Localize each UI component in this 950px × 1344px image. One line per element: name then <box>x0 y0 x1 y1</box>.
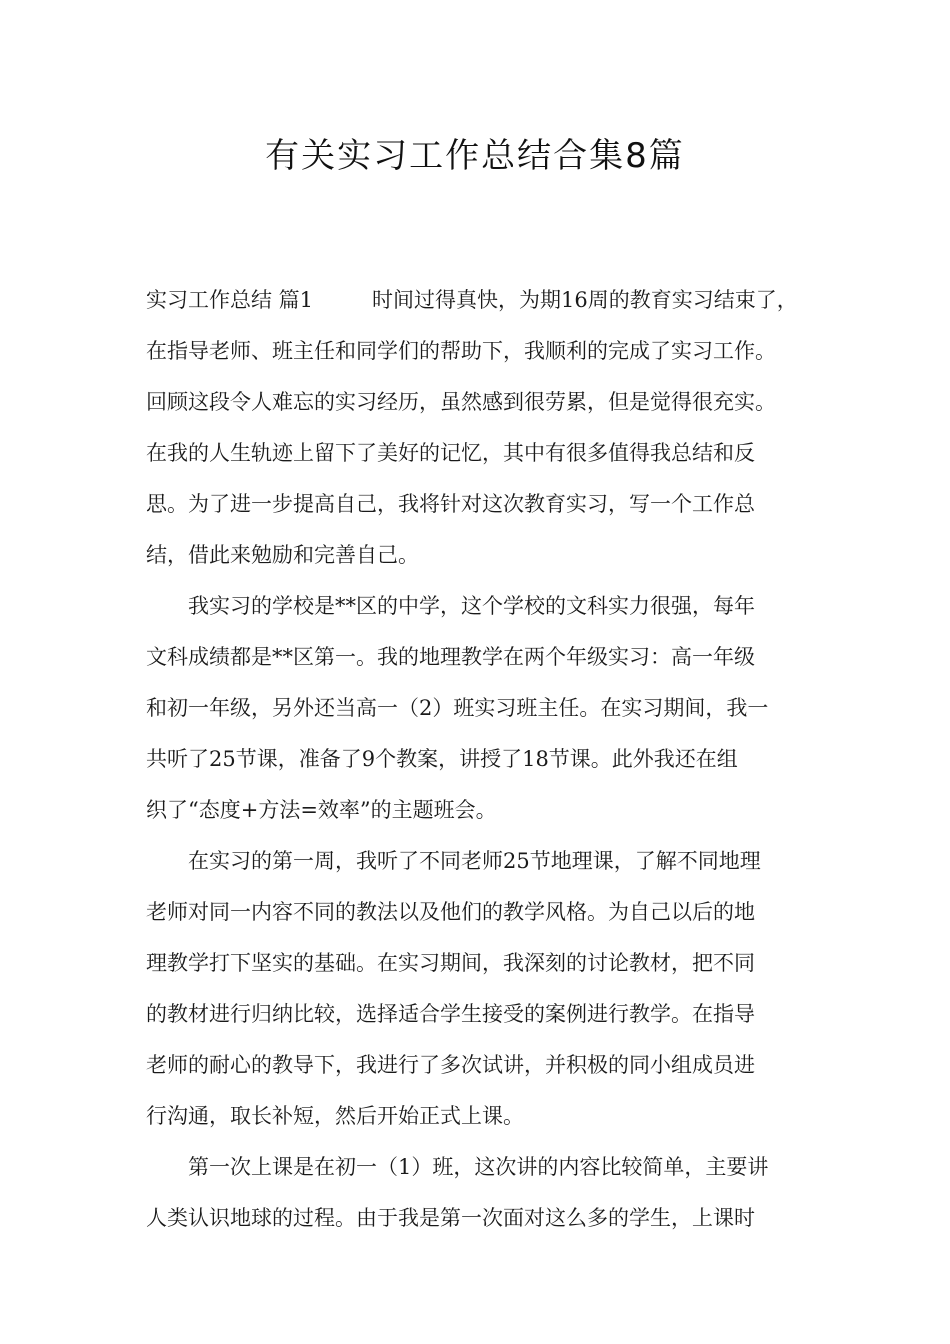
text-line: 理教学打下坚实的基础。在实习期间，我深刻的讨论教材，把不同 <box>146 951 755 975</box>
document-title: 有关实习工作总结合集8篇 <box>265 136 685 176</box>
text-line: 在我的人生轨迹上留下了美好的记忆，其中有很多值得我总结和反 <box>146 441 755 465</box>
text-line: 结，借此来勉励和完善自己。 <box>146 543 419 567</box>
paragraph-first-line: 第一次上课是在初一（1）班，这次讲的内容比较简单，主要讲 <box>188 1155 769 1179</box>
text-line: 人类认识地球的过程。由于我是第一次面对这么多的学生，上课时 <box>146 1206 755 1230</box>
paragraph-first-line: 在实习的第一周，我听了不同老师25节地理课，了解不同地理 <box>188 849 761 873</box>
text-line-content: 时间过得真快，为期16周的教育实习结束了， <box>372 288 798 312</box>
text-line: 老师的耐心的教导下，我进行了多次试讲，并积极的同小组成员进 <box>146 1053 755 1077</box>
text-line: 的教材进行归纳比较，选择适合学生接受的案例进行教学。在指导 <box>146 1002 755 1026</box>
text-line: 行沟通，取长补短，然后开始正式上课。 <box>146 1104 524 1128</box>
text-line <box>146 286 798 314</box>
section-label: 实习工作总结 篇1 <box>146 288 314 312</box>
paragraph-first-line: 我实习的学校是**区的中学，这个学校的文科实力很强，每年 <box>188 594 755 618</box>
text-line: 和初一年级，另外还当高一（2）班实习班主任。在实习期间，我一 <box>146 696 769 720</box>
text-line: 回顾这段令人难忘的实习经历，虽然感到很劳累，但是觉得很充实。 <box>146 390 776 414</box>
text-line: 共听了25节课，准备了9个教案，讲授了18节课。此外我还在组 <box>146 747 738 771</box>
text-line: 思。为了进一步提高自己，我将针对这次教育实习，写一个工作总 <box>146 492 755 516</box>
text-line: 织了“态度+方法=效率”的主题班会。 <box>146 798 497 822</box>
text-line: 老师对同一内容不同的教法以及他们的教学风格。为自己以后的地 <box>146 900 755 924</box>
text-line: 文科成绩都是**区第一。我的地理教学在两个年级实习：高一年级 <box>146 645 755 669</box>
text-line: 在指导老师、班主任和同学们的帮助下，我顺利的完成了实习工作。 <box>146 339 776 363</box>
